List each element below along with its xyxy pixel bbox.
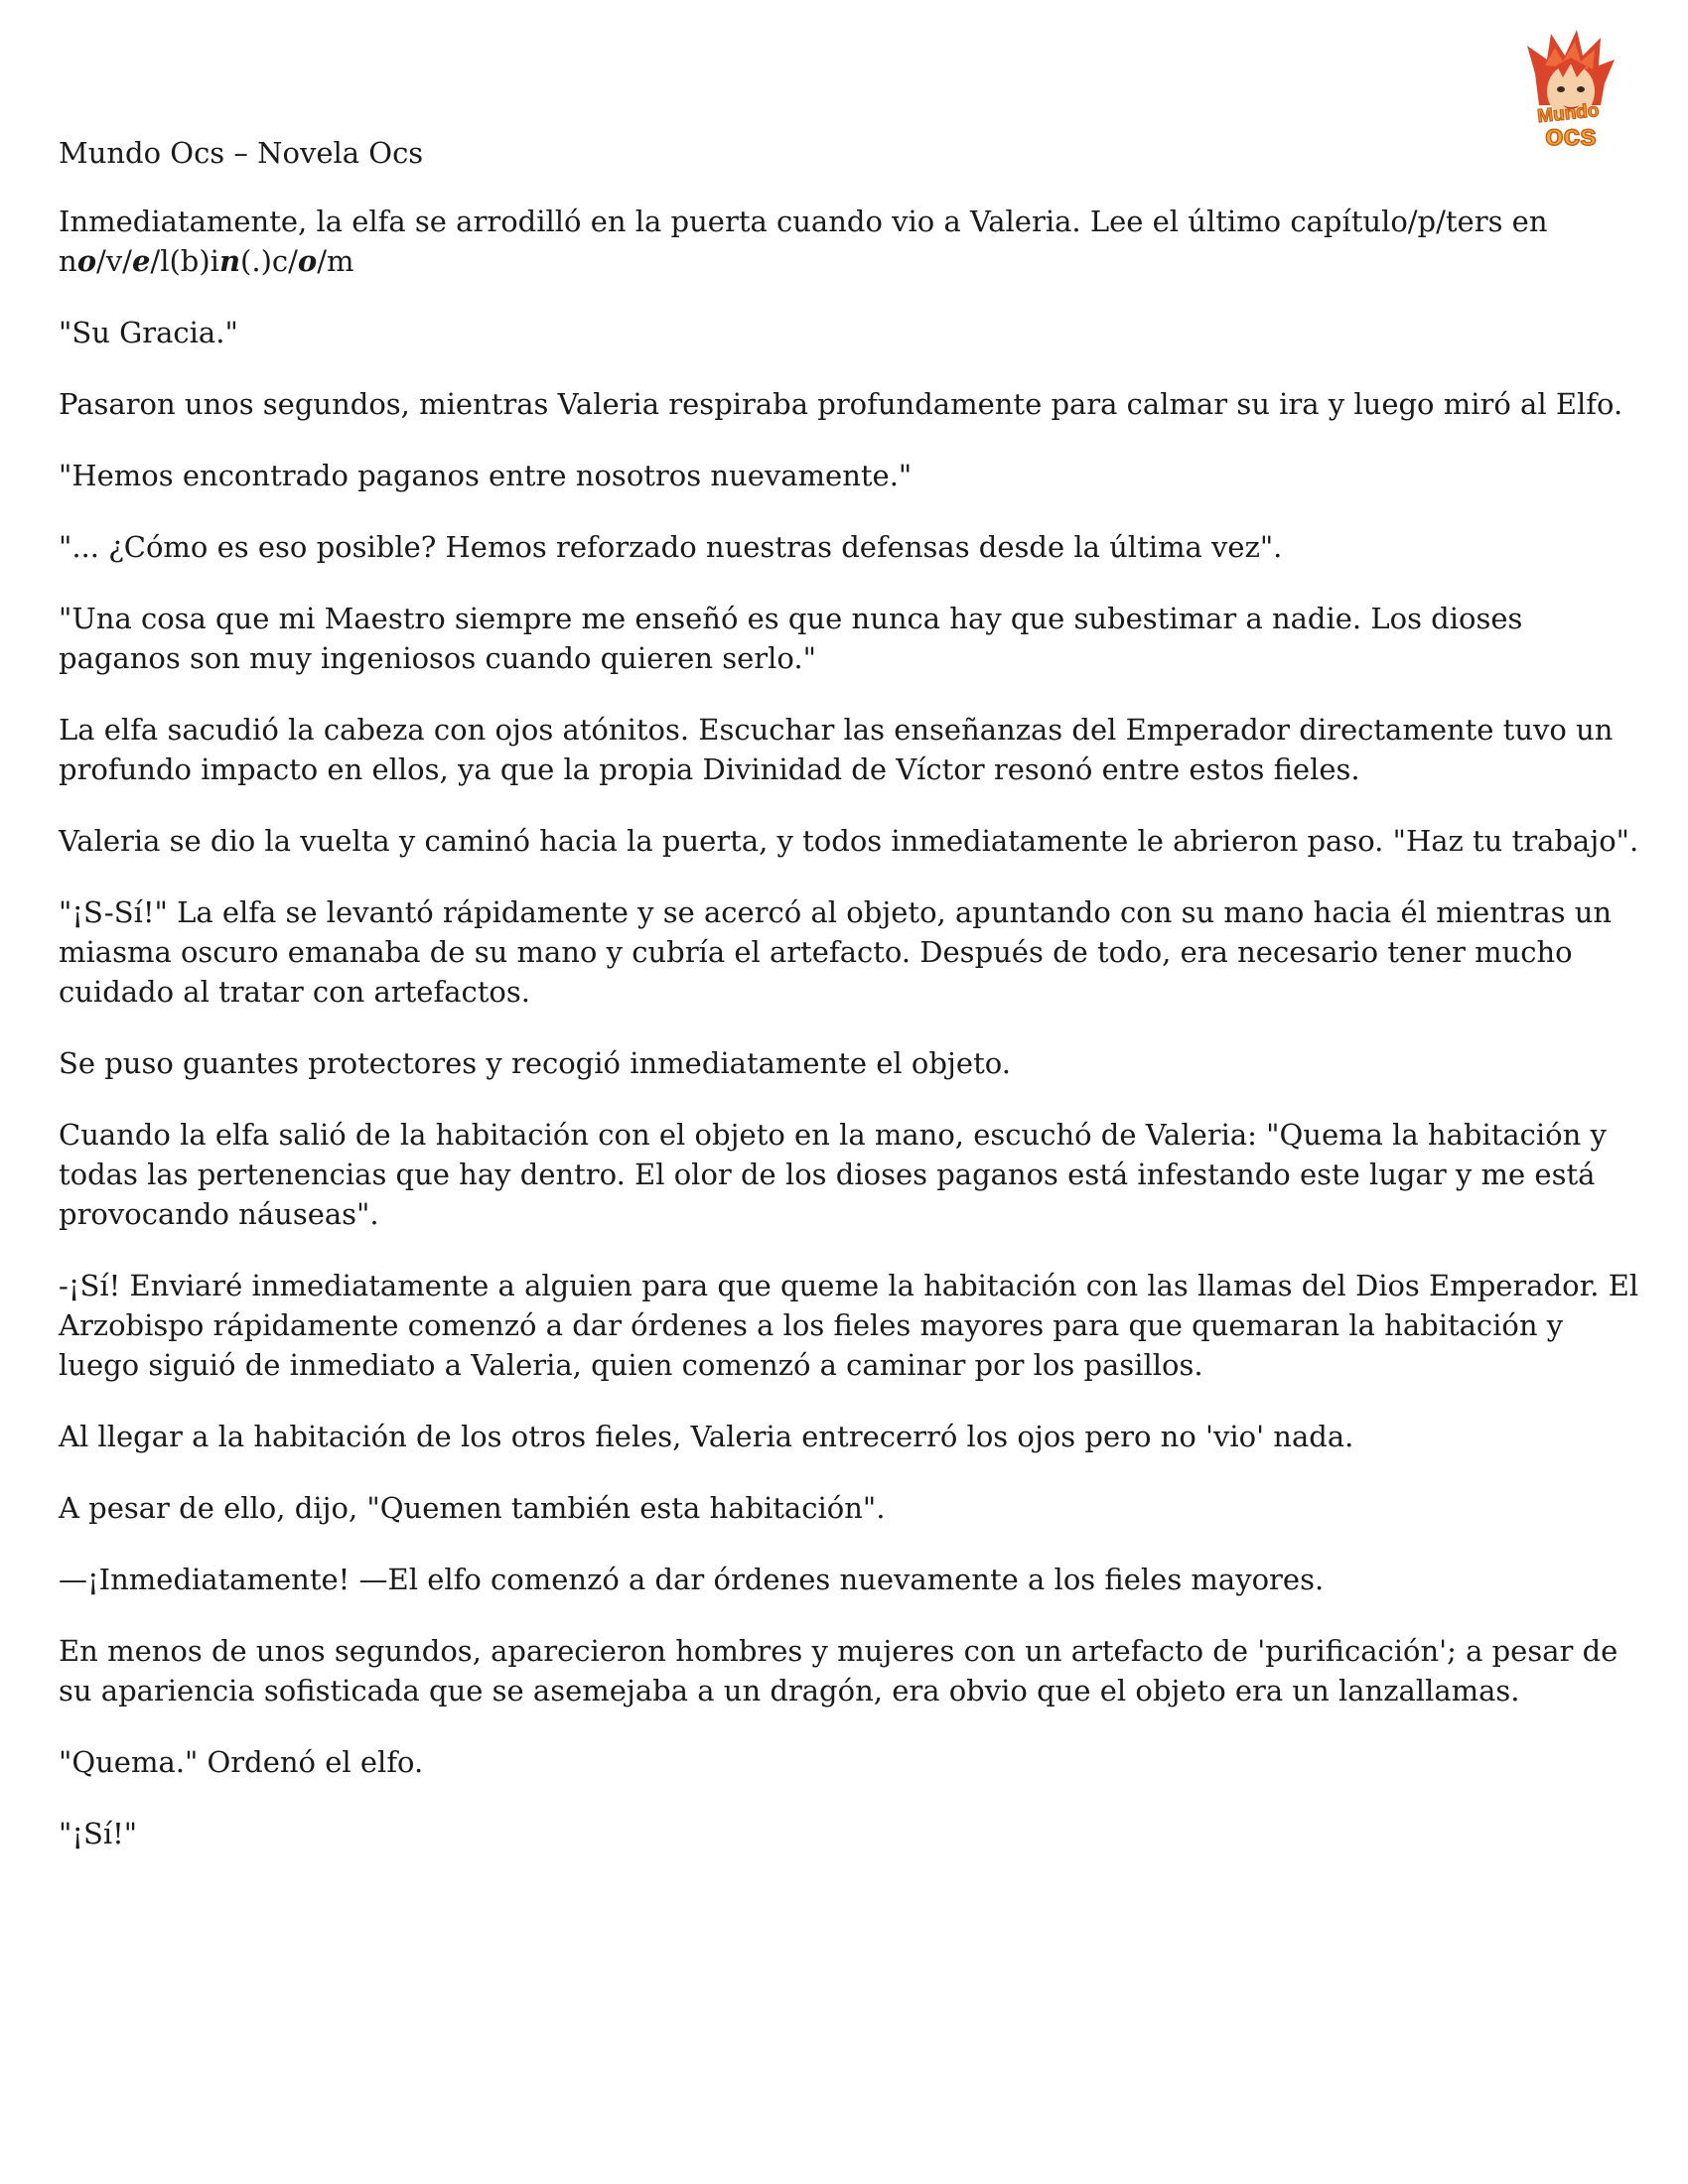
intro-paragraph [59, 202, 1647, 281]
paragraph: Valeria se dio la vuelta y caminó hacia la puerta, y todos inmediatamente le abrieron paso. "Haz tu trabajo". [59, 824, 1639, 858]
paragraph: A pesar de ello, dijo, "Quemen también esta habitación". [59, 1491, 886, 1525]
paragraph: "Una cosa que mi Maestro siempre me enseñó es que nunca hay que subestimar a nadie. Los dioses paganos son muy ingeniosos cuando quieren serlo." [59, 602, 1523, 675]
paragraph: —¡Inmediatamente! —El elfo comenzó a dar órdenes nuevamente a los fieles mayores. [59, 1563, 1325, 1596]
svg-text:Mundo: Mundo [1536, 99, 1601, 128]
document-body [59, 202, 1647, 1885]
paragraph: "Quema." Ordenó el elfo. [59, 1745, 424, 1779]
paragraph: "Su Gracia." [59, 316, 238, 349]
svg-text:ocs: ocs [1545, 119, 1597, 152]
paragraph: "... ¿Cómo es eso posible? Hemos reforzado nuestras defensas desde la última vez". [59, 530, 1283, 564]
paragraph: Pasaron unos segundos, mientras Valeria respiraba profundamente para calmar su ira y luego miró al Elfo. [59, 387, 1623, 421]
document-header: Mundo Ocs – Novela Ocs [59, 136, 424, 170]
mundo-ocs-logo [1505, 26, 1634, 155]
paragraph: "Hemos encontrado paganos entre nosotros nuevamente." [59, 459, 913, 492]
paragraph: "¡Sí!" [59, 1817, 138, 1850]
paragraph: -¡Sí! Enviaré inmediatamente a alguien para que queme la habitación con las llamas del Dios Emperador. El Arzobispo rápidamente comenzó a dar órdenes a los fieles mayores para que quemaran la habitación y luego siguió de inmediato a Valeria, quien comenzó a caminar por los pasillos. [59, 1269, 1639, 1382]
paragraph: Cuando la elfa salió de la habitación con el objeto en la mano, escuchó de Valeria: "Quema la habitación y todas las pertenencias que hay dentro. El olor de los dioses paganos está infestando este lugar y me está provocando náuseas". [59, 1118, 1607, 1231]
watermark-url: no/v/e/l(b)in(.)c/o/m [59, 244, 354, 278]
paragraph: "¡S-Sí!" La elfa se levantó rápidamente y se acercó al objeto, apuntando con su mano hacia él mientras un miasma oscuro emanaba de su mano y cubría el artefacto. Después de todo, era necesario tener mucho cuidado al tratar con artefactos. [59, 895, 1613, 1009]
paragraph: La elfa sacudió la cabeza con ojos atónitos. Escuchar las enseñanzas del Emperador directamente tuvo un profundo impacto en ellos, ya que la propia Divinidad de Víctor resonó entre estos fieles. [59, 713, 1614, 786]
paragraph: En menos de unos segundos, aparecieron hombres y mujeres con un artefacto de 'purificación'; a pesar de su apariencia sofisticada que se asemejaba a un dragón, era obvio que el objeto era un lanzallamas. [59, 1634, 1618, 1707]
paragraph: Se puso guantes protectores y recogió inmediatamente el objeto. [59, 1046, 1011, 1080]
paragraph: Al llegar a la habitación de los otros fieles, Valeria entrecerró los ojos pero no 'vio' nada. [59, 1420, 1354, 1453]
intro-text: Inmediatamente, la elfa se arrodilló en la puerta cuando vio a Valeria. Lee el último capítulo/p/ters en [59, 205, 1548, 238]
